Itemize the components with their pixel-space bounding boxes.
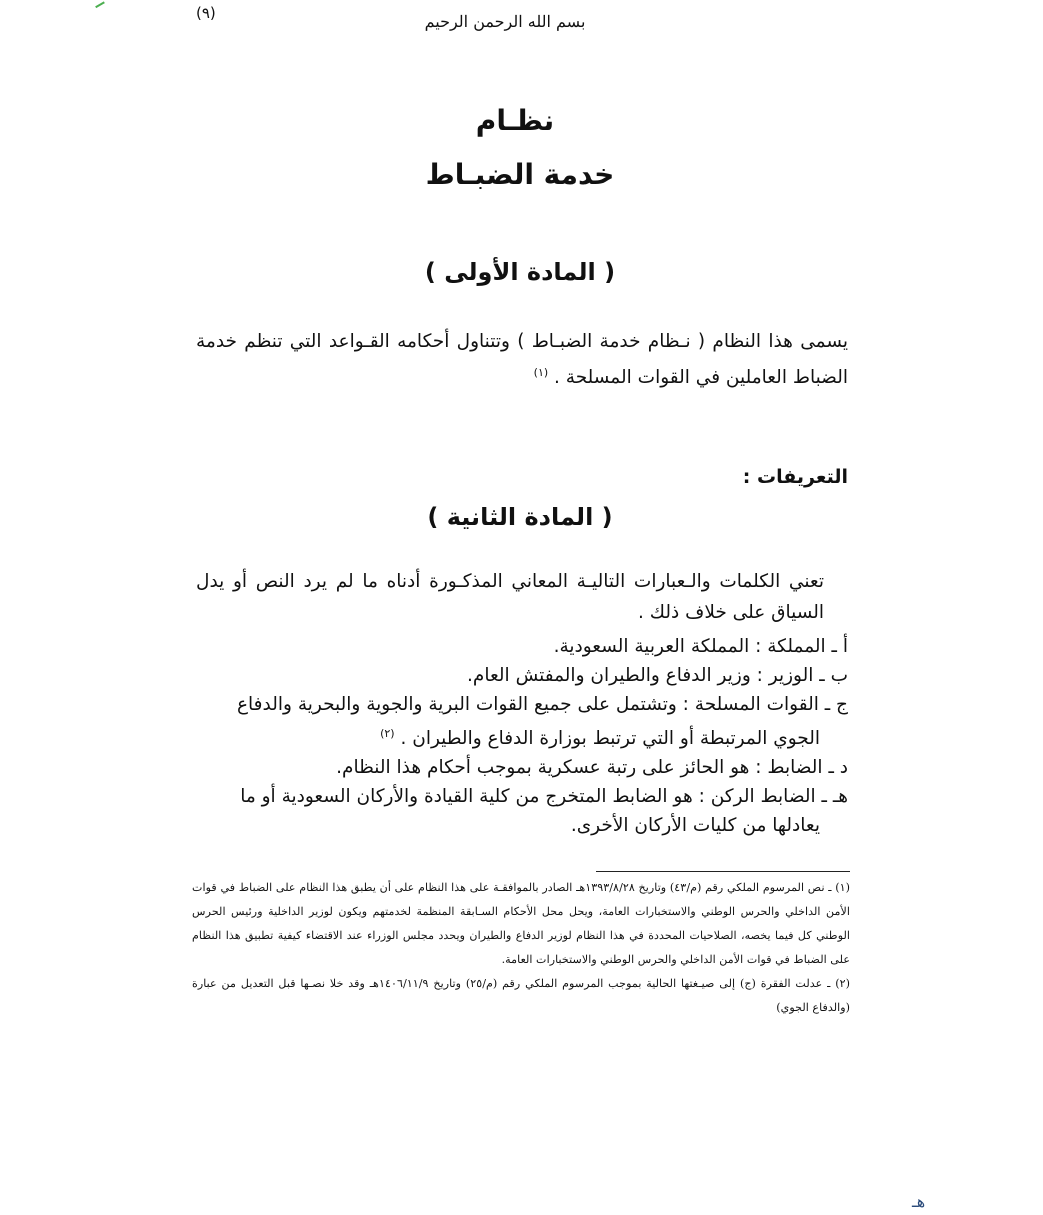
definition-item [192,661,848,690]
definitions-list [192,632,848,840]
footnote-ref-1[interactable]: (١) [533,366,549,379]
definition-text: د ـ الضابط : هو الحائز على رتبة عسكرية بموجب أحكام هذا النظام. [336,757,848,779]
definition-text: أ ـ المملكة : المملكة العربية السعودية. [553,636,848,657]
margin-mark [93,0,105,8]
article-1-text [196,326,848,393]
definition-item [192,782,848,840]
definition-text: ب ـ الوزير : وزير الدفاع والطيران والمفتش العام. [467,665,848,686]
footnotes [192,876,850,1020]
definitions-label: التعريفات : [742,466,848,488]
definition-item [192,753,848,782]
definition-text: هـ ـ الضابط الركن : هو الضابط المتخرج من كلية القيادة والأركان السعودية أو ما [240,786,848,808]
article-1-heading: ( المادة الأولى ) [424,258,616,286]
footnote-separator [596,871,850,872]
definition-text: ج ـ القوات المسلحة : وتشتمل على جميع القوات البرية والجوية والبحرية والدفاع [237,694,848,715]
document-subtitle: خدمة الضبـاط [425,158,615,191]
definition-item [192,690,848,753]
article-1-body: يسمى هذا النظام ( نـظام خدمة الضبـاط ) وتتناول أحكامه القـواعد التي تنظم خدمة الضباط العاملين في القوات المسلحة . [196,331,848,389]
basmala-header: بسم الله الرحمن الرحيم [424,12,586,31]
article-2-intro: تعني الكلمات والـعبارات التاليـة المعاني المذكـورة أدناه ما لم يرد النص أو يدل السياق على خلاف ذلك . [196,571,824,623]
footnote-ref-2[interactable]: (٢) [380,727,395,740]
page-number: (٩) [196,4,216,22]
article-2-heading: ( المادة الثانية ) [427,503,613,531]
definition-continuation: يعادلها من كليات الأركان الأخرى. [570,815,820,837]
footnote-2: (٢) ـ عدلت الفقرة (ج) إلى صيـغتها الحالية بموجب المرسوم الملكي رقم (م/٢٥) وتاريخ ١٤٠٦/١١/٩هـ وقد خلا نصـها قبل التعديل من عبارة (والدفاع الجوي) [192,977,851,1014]
corner-mark: هـ [912,1192,926,1211]
document-title: نظـام [475,104,555,137]
definition-continuation-text: الجوي المرتبطة أو التي ترتبط بوزارة الدفاع والطيران . [400,728,820,750]
definition-continuation [192,719,848,753]
definition-item [192,632,848,661]
footnote-1: (١) ـ نص المرسوم الملكي رقم (م/٤٣) وتاريخ ١٣٩٣/٨/٢٨هـ الصادر بالموافقـة على هذا النظام على أن يطبق هذا النظام على الضباط في قوات الأمن الداخلي والحرس الوطني والاستخبارات العامة، ويحل محل الأحكام السـابقة المنظمة لخدمتهم ويكون لوزير الداخلية ورئيس الحرس الوطني كل فيما يخصه، الصلاحيات المحددة في هذا النظام لوزير الدفاع والطيران ويحدد مجلس الوزراء عند الاقتضاء كيفية تطبيق هذا النظام على الضباط في قوات الأمن الداخلي والحرس الوطني والاستخبارات العامة. [192,881,851,966]
